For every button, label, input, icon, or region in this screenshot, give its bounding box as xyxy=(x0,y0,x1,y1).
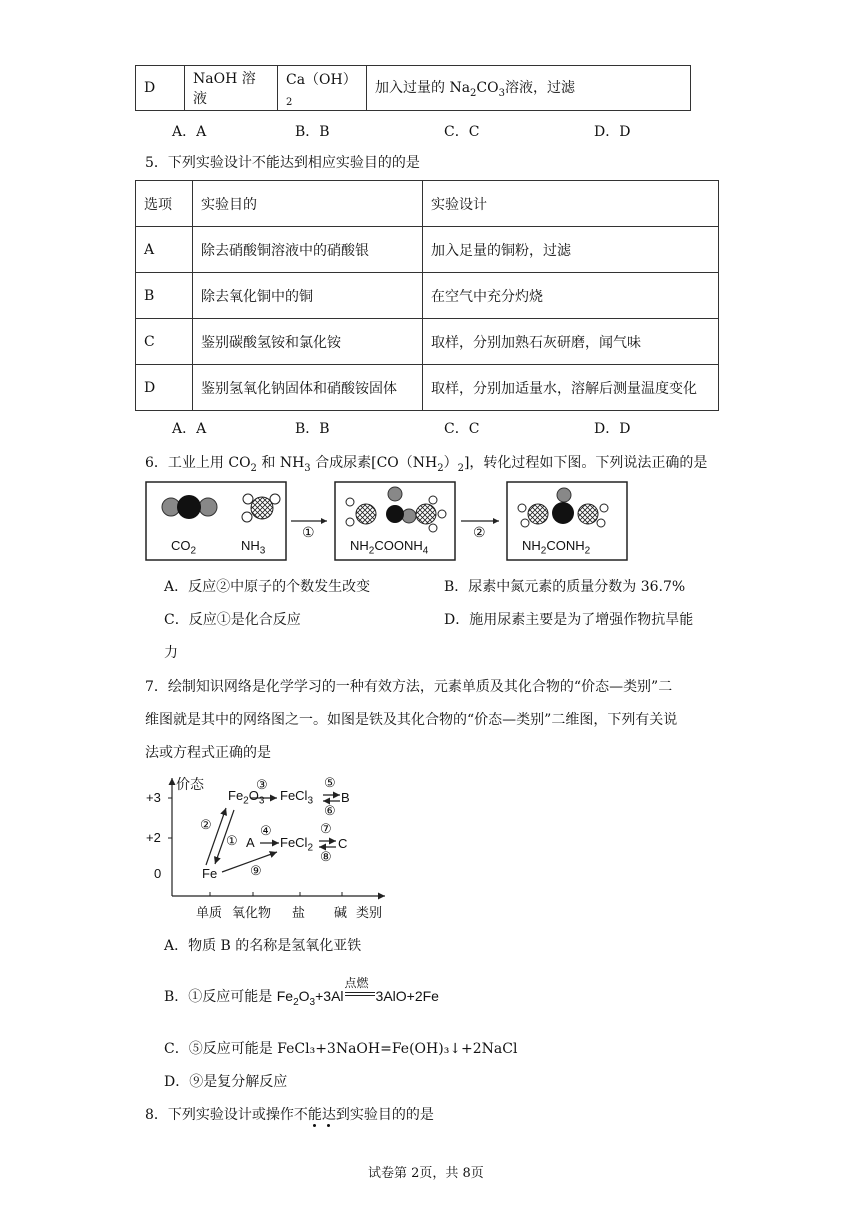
x-tick-oxide: 氧化物 xyxy=(232,906,272,921)
node-fecl3: FeCl$_3$ xyxy=(280,788,314,807)
q6-diagram xyxy=(145,480,635,562)
q5-row-b-design: 在空气中充分灼烧 xyxy=(423,273,719,319)
q4-option-b[interactable]: B．B xyxy=(295,124,330,140)
arrow-label-3: ③ xyxy=(256,778,268,793)
node-c: C xyxy=(338,836,348,851)
arrow-label-9: ⑨ xyxy=(250,864,262,879)
q6-stem: 6．工业上用 $CO_2$ 和 $NH_3$ 合成尿素$[CO(NH_2)_2]$，转化过程如下图。下列说法正确的是 xyxy=(145,455,708,474)
q5-row-d-design: 取样，分别加适量水，溶解后测量温度变化 xyxy=(423,365,719,411)
q5-stem: 5．下列实验设计不能达到相应实验目的的是 xyxy=(145,155,420,171)
q4-cell-reagent: NaOH 溶液 xyxy=(185,66,278,111)
q5-row-a-design: 加入足量的铜粉，过滤 xyxy=(423,227,719,273)
q4-option-d[interactable]: D．D xyxy=(594,124,631,140)
nh2coonh4-label: $NH_2COONH_4$ xyxy=(350,538,429,557)
q7-option-b[interactable]: B．①反应可能是 $Fe_2O_3+3Al$ 点燃 3AlO+2Fe xyxy=(164,976,439,1008)
y-tick-plus2: +2 xyxy=(146,830,161,845)
nh3-label: $NH_3$ xyxy=(241,538,266,557)
q5-row-c-option: C xyxy=(136,319,193,365)
page-footer: 试卷第 2页，共 8页 xyxy=(368,1166,484,1181)
condition-label: 点燃 xyxy=(344,976,369,990)
urea-molecule xyxy=(518,488,608,527)
node-b: B xyxy=(341,790,350,805)
q6-option-d-cont: 力 xyxy=(164,645,178,661)
q4-option-a[interactable]: A．A xyxy=(172,124,207,140)
node-fe: Fe xyxy=(202,866,218,881)
nh2conh2-label: $NH_2CONH_2$ xyxy=(522,538,591,557)
co2-label: $CO_2$ xyxy=(171,538,197,557)
arrow-label-4: ④ xyxy=(260,824,272,839)
arrow-label-1: ① xyxy=(226,834,238,849)
q7-stem-line2: 维图就是其中的网络图之一。如图是铁及其化合物的“价态—类别”二维图，下列有关说 xyxy=(145,712,678,728)
q4-cell-impurity: $Ca(OH)_2$ xyxy=(278,66,367,111)
q6-option-d[interactable]: D．施用尿素主要是为了增强作物抗旱能 xyxy=(444,612,694,628)
q7-stem-line1: 7．绘制知识网络是化学学习的一种有效方法，元素单质及其化合物的“价态—类别”二 xyxy=(145,679,673,695)
q5-header-option: 选项 xyxy=(136,181,193,227)
q6-option-b[interactable]: B．尿素中氮元素的质量分数为 36.7% xyxy=(444,579,686,595)
x-tick-base: 碱 xyxy=(334,906,348,921)
q6-option-c[interactable]: C．反应①是化合反应 xyxy=(164,612,301,628)
arrow-label-7: ⑦ xyxy=(320,822,332,837)
q5-option-a[interactable]: A．A xyxy=(172,421,207,437)
y-axis-label: 价态 xyxy=(176,777,204,793)
q5-row-b-option: B xyxy=(136,273,193,319)
q5-option-b[interactable]: B．B xyxy=(295,421,330,437)
x-axis-label: 类别 xyxy=(356,906,383,921)
y-tick-zero: 0 xyxy=(154,866,162,881)
x-tick-element: 单质 xyxy=(196,906,223,921)
q5-row-b-purpose: 除去氧化铜中的铜 xyxy=(193,273,423,319)
q5-option-c[interactable]: C．C xyxy=(444,421,480,437)
x-tick-salt: 盐 xyxy=(292,906,306,921)
y-tick-plus3: +3 xyxy=(146,790,161,805)
ammonium-carbamate-molecule xyxy=(346,487,446,532)
arrow-label-2: ② xyxy=(200,818,212,833)
q5-row-d-purpose: 鉴别氢氧化钠固体和硝酸铵固体 xyxy=(193,365,423,411)
q5-header-purpose: 实验目的 xyxy=(193,181,423,227)
nh3-molecule xyxy=(242,494,280,522)
node-fecl2: FeCl$_2$ xyxy=(280,835,314,854)
arrow-label-5: ⑤ xyxy=(324,776,336,791)
step2-label: ② xyxy=(473,525,486,541)
q7-option-d[interactable]: D．⑨是复分解反应 xyxy=(164,1074,288,1090)
q5-row-a-purpose: 除去硝酸铜溶液中的硝酸银 xyxy=(193,227,423,273)
q7-option-a[interactable]: A．物质 B 的名称是氢氧化亚铁 xyxy=(164,938,362,954)
q5-table xyxy=(135,180,719,411)
q5-row-c-purpose: 鉴别碳酸氢铵和氯化铵 xyxy=(193,319,423,365)
q4-option-c[interactable]: C．C xyxy=(444,124,480,140)
q7-valence-diagram xyxy=(140,770,400,922)
q5-row-a-option: A xyxy=(136,227,193,273)
q5-row-d-option: D xyxy=(136,365,193,411)
q4-cell-method: 加入过量的 $Na_2CO_3$溶液，过滤 xyxy=(367,66,691,111)
q4-table xyxy=(135,65,691,111)
node-fe2o3: $Fe_2O_3$ xyxy=(228,788,265,807)
step1-label: ① xyxy=(302,525,315,541)
q7-stem-line3: 法或方程式正确的是 xyxy=(145,745,271,761)
arrow-label-8: ⑧ xyxy=(320,850,332,865)
emphasis-dot xyxy=(327,1124,330,1127)
node-a: A xyxy=(246,835,255,850)
q8-stem: 8．下列实验设计或操作不能达到实验目的的是 xyxy=(145,1107,434,1123)
q6-option-a[interactable]: A．反应②中原子的个数发生改变 xyxy=(164,579,371,595)
q5-row-c-design: 取样，分别加熟石灰研磨，闻气味 xyxy=(423,319,719,365)
q4-cell-option: D xyxy=(136,66,185,111)
q5-option-d[interactable]: D．D xyxy=(594,421,631,437)
q5-header-design: 实验设计 xyxy=(423,181,719,227)
arrow-label-6: ⑥ xyxy=(324,804,336,819)
emphasis-dot xyxy=(313,1124,316,1127)
co2-molecule xyxy=(162,495,217,519)
q7-option-c[interactable]: C．⑤反应可能是 FeCl₃+3NaOH=Fe(OH)₃↓+2NaCl xyxy=(164,1041,518,1057)
